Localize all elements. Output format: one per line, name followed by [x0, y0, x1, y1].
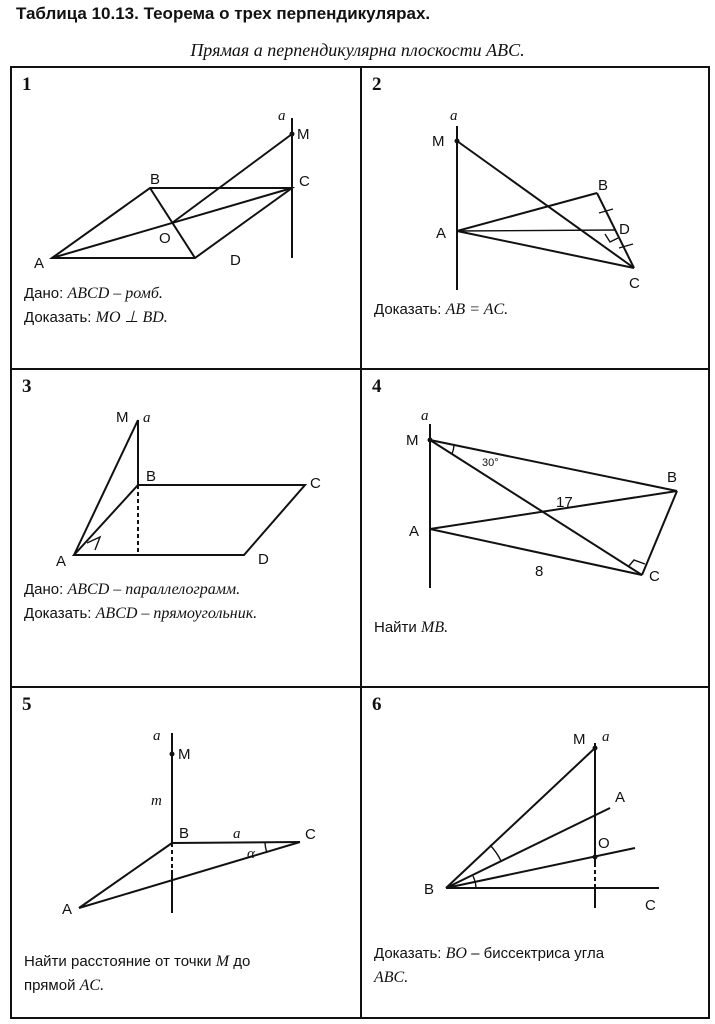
label-c: C — [645, 897, 656, 914]
problem-cell-3 — [12, 370, 360, 686]
label-m-segment: m — [151, 793, 162, 809]
segment-label: AC. — [79, 977, 105, 994]
find-line-2: прямой AC. — [24, 977, 105, 994]
segment-ma — [74, 420, 138, 555]
label-b: B — [598, 177, 609, 194]
label-c: C — [299, 173, 310, 190]
problem-cell-4 — [362, 370, 708, 686]
label-m: M — [297, 126, 310, 143]
figure-3-parallelogram — [12, 370, 360, 686]
label-a: a — [450, 108, 458, 124]
figure-6-angle — [362, 688, 708, 1019]
problem-number: 5 — [22, 694, 32, 715]
label-b: B — [179, 825, 190, 842]
segment-ad — [457, 230, 615, 231]
label-a: a — [143, 410, 151, 426]
problem-cell-6 — [362, 688, 708, 1019]
label-m: M — [406, 432, 419, 449]
label-a-point: A — [62, 901, 73, 918]
label-c: C — [649, 568, 660, 585]
point-m — [428, 438, 433, 443]
prove-line-2 — [374, 966, 408, 990]
ray-bo — [446, 848, 635, 888]
prove-line: Доказать: ABCD – прямоугольник. — [24, 605, 258, 622]
find-line-1: Найти расстояние от точки M до — [24, 953, 251, 970]
problem-number: 1 — [22, 74, 32, 95]
ray-bm — [446, 748, 595, 888]
label-alpha: α — [247, 846, 255, 862]
problem-cell-1 — [12, 68, 360, 368]
prove-line-1: Доказать: BO – биссектриса угла — [374, 945, 605, 962]
problem-number: 6 — [372, 694, 382, 715]
page-title: Таблица 10.13. Теорема о трех перпендикулярах. — [16, 4, 431, 23]
prove-statement: MO ⊥ BD. — [95, 309, 168, 326]
label-length-8: 8 — [535, 563, 544, 580]
label-c: C — [305, 826, 316, 843]
label-a-point: A — [436, 225, 447, 242]
prove-statement: AB = AC. — [445, 301, 509, 318]
point-m — [455, 139, 460, 144]
segment-mb — [430, 440, 677, 491]
problem-number: 4 — [372, 376, 382, 397]
label-c: C — [310, 475, 321, 492]
label-a-segment: a — [233, 826, 241, 842]
label-length-17: 17 — [556, 494, 573, 511]
parallelogram-abcd — [74, 485, 305, 555]
label-m: M — [116, 409, 129, 426]
segment-mo — [172, 134, 292, 223]
segment-bc — [172, 842, 300, 843]
find-statement: MB. — [420, 619, 449, 636]
given-line: Дано: ABCD – ромб. — [24, 285, 163, 302]
label-angle-30: 30° — [482, 457, 499, 469]
label-a-top: a — [153, 728, 161, 744]
angle-label: ABC. — [374, 969, 409, 986]
label-a-point: A — [615, 789, 626, 806]
label-o: O — [159, 230, 171, 247]
segment-bc — [642, 491, 677, 575]
label-c: C — [629, 275, 640, 292]
right-angle-mark — [605, 234, 618, 242]
point-m — [593, 746, 598, 751]
problem-number: 3 — [22, 376, 32, 397]
given-statement: ABCD – ромб. — [67, 285, 163, 302]
ray-ba — [446, 808, 610, 888]
label-o: O — [598, 835, 610, 852]
label-d: D — [230, 252, 241, 269]
label-a: a — [602, 729, 610, 745]
point-m — [170, 752, 175, 757]
problem-number: 2 — [372, 74, 382, 95]
label-d: D — [619, 221, 630, 238]
label-m: M — [178, 746, 191, 763]
angle-arc-1 — [490, 845, 501, 861]
label-m: M — [573, 731, 586, 748]
problem-cell-2 — [362, 68, 708, 368]
tick-dc — [619, 244, 633, 248]
label-d: D — [258, 551, 269, 568]
problems-table — [10, 66, 710, 1019]
figure-2-triangle — [362, 68, 708, 368]
label-a: a — [278, 108, 286, 124]
label-a: a — [421, 408, 429, 424]
label-m: M — [432, 133, 445, 150]
segment-label: BO — [445, 945, 467, 962]
label-b: B — [667, 469, 678, 486]
point-m — [290, 132, 295, 137]
given-statement: ABCD – параллелограмм. — [67, 581, 241, 598]
label-a-point: A — [34, 255, 45, 272]
label-a-point: A — [409, 523, 420, 540]
problem-cell-5 — [12, 688, 360, 1019]
page-subtitle: Прямая a перпендикулярна плоскости ABC. — [190, 40, 525, 60]
prove-line: Доказать: AB = AC. — [374, 301, 509, 318]
prove-line: Доказать: MO ⊥ BD. — [24, 309, 168, 326]
given-line: Дано: ABCD – параллелограмм. — [24, 581, 241, 598]
segment-ab — [430, 491, 677, 529]
right-angle-mark — [628, 560, 645, 567]
prove-statement: ABCD – прямоугольник. — [95, 605, 258, 622]
segment-mc — [430, 440, 642, 575]
find-line: Найти MB. — [374, 619, 449, 636]
point-label: M — [215, 953, 230, 970]
label-b: B — [146, 468, 157, 485]
segment-ab — [79, 843, 172, 908]
label-b: B — [424, 881, 435, 898]
label-a-point: A — [56, 553, 67, 570]
point-o — [593, 855, 598, 860]
angle-arc-30 — [452, 445, 454, 454]
label-b: B — [150, 171, 161, 188]
